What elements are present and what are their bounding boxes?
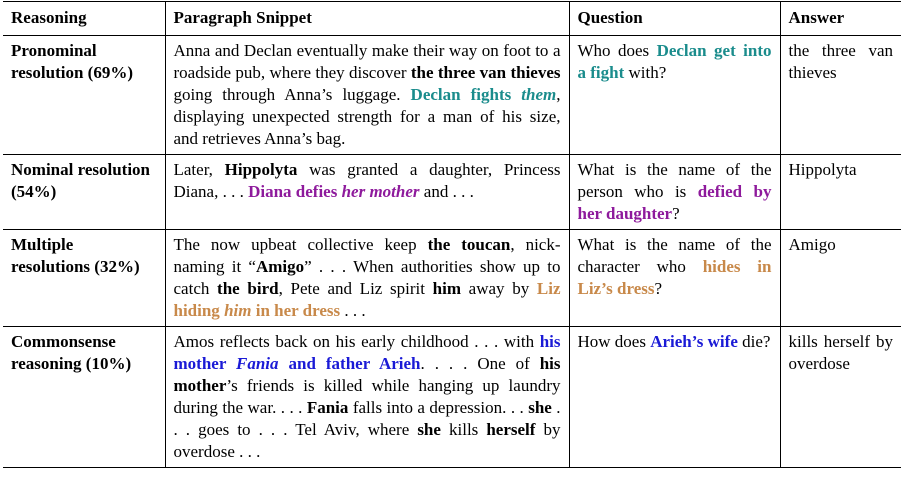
text-segment: , nick-naming it “ <box>173 235 561 276</box>
question-cell <box>569 155 780 230</box>
header-reasoning: Reasoning <box>3 2 165 36</box>
text-segment: away by <box>460 279 537 298</box>
answer-cell: Hippolyta <box>780 155 901 230</box>
text-segment: she <box>528 398 552 417</box>
text-segment: , displaying unexpected strength for a man of his size, and retrieves Anna’s bag. <box>173 85 561 148</box>
text-segment: him <box>432 279 461 298</box>
header-row <box>3 2 901 36</box>
question-cell <box>569 327 780 468</box>
snippet-cell <box>165 155 569 230</box>
snippet-cell <box>165 36 569 155</box>
text-segment: Anna and Declan eventually make their way on foot to a roadside pub, where they discover <box>173 41 561 82</box>
text-segment: her mother <box>341 182 420 201</box>
text-segment: herself <box>486 420 536 439</box>
text-segment: . . . goes to . . . Tel Aviv, where <box>173 398 561 439</box>
header-question: Question <box>569 2 780 36</box>
text-segment: kills <box>440 420 487 439</box>
text-segment: defied by her daughter <box>577 182 772 223</box>
text-segment: the toucan <box>427 235 511 254</box>
text-segment: Declan fights <box>410 85 522 104</box>
text-segment: the bird <box>217 279 279 298</box>
text-segment: Fania <box>306 398 349 417</box>
text-segment: she <box>417 420 441 439</box>
table-row <box>3 155 901 230</box>
answer-cell: the three van thieves <box>780 36 901 155</box>
text-segment: What is the name of the person who is <box>577 160 772 201</box>
text-segment: hides in Liz’s dress <box>577 257 772 298</box>
reasoning-cell: Commonsense reasoning (10%) <box>3 327 165 468</box>
snippet-cell <box>165 230 569 327</box>
text-segment: Liz hiding <box>173 279 561 320</box>
text-segment: Fania <box>236 354 279 373</box>
text-segment: Later, <box>173 160 225 179</box>
reasoning-cell: Multiple resolutions (32%) <box>3 230 165 327</box>
text-segment: him <box>224 301 252 320</box>
answer-cell: Amigo <box>780 230 901 327</box>
text-segment: in her dress <box>251 301 341 320</box>
answer-cell: kills herself by overdose <box>780 327 901 468</box>
table-row <box>3 327 901 468</box>
text-segment: his mother <box>173 332 561 373</box>
reasoning-cell: Pronominal resolution (69%) <box>3 36 165 155</box>
snippet-cell <box>165 327 569 468</box>
text-segment: by overdose . . . <box>173 420 561 461</box>
question-cell <box>569 36 780 155</box>
text-segment: What is the name of the character who <box>577 235 772 276</box>
table-row <box>3 230 901 327</box>
text-segment: Hippolyta <box>224 160 298 179</box>
reasoning-examples-table <box>3 1 901 468</box>
text-segment: , Pete and Liz spirit <box>278 279 433 298</box>
text-segment: How does <box>577 332 651 351</box>
text-segment: Diana defies <box>248 182 342 201</box>
text-segment: with? <box>624 63 667 82</box>
text-segment: Declan get into a fight <box>577 41 772 82</box>
text-segment: falls into a depression. . . <box>348 398 529 417</box>
text-segment: ? <box>672 204 680 223</box>
header-answer: Answer <box>780 2 901 36</box>
text-segment: ? <box>654 279 663 298</box>
text-segment: . . . . One of <box>420 354 540 373</box>
text-segment: his mother <box>173 354 561 395</box>
text-segment: them <box>521 85 557 104</box>
text-segment: . . . <box>340 301 366 320</box>
text-segment: The now upbeat collective keep <box>173 235 428 254</box>
text-segment: die? <box>737 332 771 351</box>
reasoning-cell: Nominal resolution (54%) <box>3 155 165 230</box>
text-segment: Amos reflects back on his early childhood . . . with <box>173 332 540 351</box>
text-segment: and father Arieh <box>278 354 421 373</box>
header-snippet: Paragraph Snippet <box>165 2 569 36</box>
text-segment: was granted a daughter, Princess Diana, . . . <box>173 160 561 201</box>
question-cell <box>569 230 780 327</box>
text-segment: ’s friends is killed while hanging up laundry during the war. . . . <box>173 376 561 417</box>
table-row <box>3 36 901 155</box>
text-segment: and . . . <box>419 182 474 201</box>
text-segment: Amigo <box>255 257 305 276</box>
text-segment: Who does <box>577 41 657 60</box>
text-segment: going through Anna’s luggage. <box>173 85 411 104</box>
text-segment: the three van thieves <box>410 63 561 82</box>
text-segment: Arieh’s wife <box>650 332 738 351</box>
text-segment: ” . . . When authorities show up to catch <box>173 257 561 298</box>
